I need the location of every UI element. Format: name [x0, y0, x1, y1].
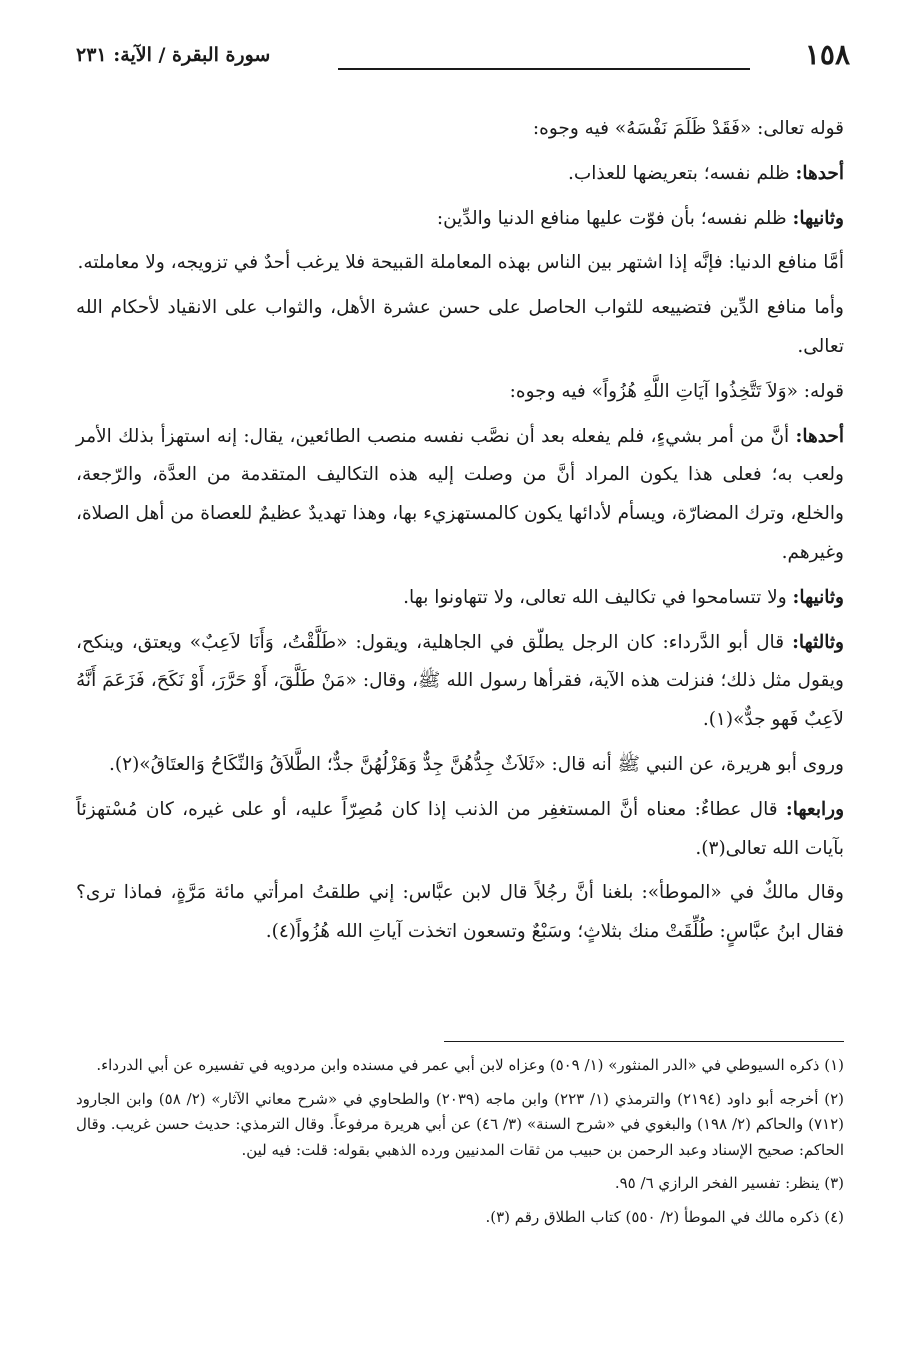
page-number: ١٥٨ [804, 38, 850, 71]
paragraph: أمَّا منافع الدنيا: فإنَّه إذا اشتهر بين الناس بهذه المعاملة القبيحة فلا يرغب أحدٌ في تزويجه، ولا معاملته. [77, 252, 844, 274]
paragraph-text: ظلم نفسه؛ بأن فوّت عليها منافع الدنيا والدِّين: [436, 207, 793, 229]
paragraph: وروى أبو هريرة، عن النبي ﷺ أنه قال: «ثَلاَثٌ جِدُّهُنَّ جِدٌّ وَهَزْلُهُنَّ جدٌّ؛ الطَّلاَقُ وَالنِّكَاحُ وَالعتَاقُ»(٢). [109, 753, 844, 775]
paragraph [76, 791, 844, 869]
paragraph: وقال مالكٌ في «الموطأ»: بلغنا أنَّ رجُلاً قال لابن عبَّاس: إني طلقتُ امرأتي مائة مَرَّةٍ، فماذا ترى؟ فقال ابنُ عبَّاسٍ: طُلِّقَتْ منك بثلاثٍ؛ وسَبْعٌ وتسعون اتخذت آياتِ الله هُزُواً(٤). [76, 882, 844, 943]
footnote: (١) ذكره السيوطي في «الدر المنثور» (١/ ٥٠٩) وعزاه لابن أبي عمر في مسنده وابن مردويه في تفسيره عن أبي الدرداء. [96, 1056, 844, 1074]
paragraph: قوله تعالى: «فَقَدْ ظَلَمَ نَفْسَهُ» فيه وجوه: [532, 118, 844, 139]
paragraph: وأما منافع الدِّين فتضييعه للثواب الحاصل على حسن عشرة الأهل، والثواب على الانقياد لأحكام الله تعالى. [76, 297, 844, 357]
paragraph [76, 579, 844, 618]
paragraph-text: قال عطاءٌ: معناه أنَّ المستغفِر من الذنب إذا كان مُصِرّاً عليه، أو على غيره، كان مُسْتهزئاً بآيات الله تعالى(٣). [76, 798, 844, 859]
footnote: (٢) أخرجه أبو داود (٢١٩٤) والترمذي (١/ ٢٢٣) وابن ماجه (٢٠٣٩) والطحاوي في «شرح معاني الآثار» (٢/ ٥٨) وابن الجارود (٧١٢) والحاكم (٢/ ١٩٨) والبغوي في «شرح السنة» (٣/ ٤٦) عن أبي هريرة مرفوعاً. وقال الترمذي: حديث حسن غريب. وقال الحاكم: صحيح الإسناد وعبد الرحمن بن حبيب من ثقات المدنيين ورده الذهبي بقوله: قلت: فيه لين. [76, 1089, 845, 1159]
paragraph-lead: وثانيها: [792, 586, 844, 608]
paragraph [76, 155, 844, 194]
paragraph-text: قال أبو الدَّرداء: كان الرجل يطلّق في الجاهلية، ويقول: «طَلَّقْتُ، وَأَنَا لاَعِبٌ» ويعتق، وينكح، ويقول مثل ذلك؛ فنزلت هذه الآية، فقرأها رسول الله ﷺ، وقال: «مَنْ طَلَّقَ، أَوْ حَرَّرَ، أَوْ نَكَحَ، فَزَعَمَ أَنَّهُ لاَعِبٌ فَهو جدٌّ»(١). [76, 631, 844, 731]
page-header [76, 30, 850, 80]
paragraph [76, 200, 844, 239]
footnote-separator [444, 1041, 844, 1042]
paragraph-text: ولا تتسامحوا في تكاليف الله تعالى، ولا تتهاونوا بها. [403, 586, 793, 608]
paragraph-text: ظلم نفسه؛ بتعريضها للعذاب. [567, 162, 796, 184]
main-text [76, 110, 844, 958]
footnote: (٣) ينظر: تفسير الفخر الرازي ٦/ ٩٥. [614, 1174, 844, 1192]
running-title: سورة البقرة / الآية: ٢٣١ [76, 44, 271, 66]
paragraph-lead: وثالثها: [792, 631, 844, 653]
paragraph [76, 418, 844, 573]
footnotes [76, 1053, 844, 1238]
footnote: (٤) ذكره مالك في الموطأ (٢/ ٥٥٠) كتاب الطلاق رقم (٣). [485, 1207, 844, 1226]
paragraph-lead: أحدها: [795, 425, 844, 447]
paragraph: قوله: «وَلاَ تَتَّخِذُوا آيَاتِ اللَّهِ هُزُواً» فيه وجوه: [509, 380, 844, 402]
paragraph-lead: أحدها: [795, 162, 844, 184]
paragraph-lead: ورابعها: [785, 798, 844, 820]
header-rule [338, 68, 750, 70]
paragraph [76, 624, 844, 740]
paragraph-text: أنَّ من أمر بشيءٍ، فلم يفعله بعد أن نصَّب نفسه منصب الطائعين، يقال: إنه استهزأ بذلك الأمر ولعب به؛ فعلى هذا يكون المراد أنَّ من وصلت إليه هذه التكاليف المتقدمة من العدَّة، والرّجعة، والخلع، وترك المضارّة، ويسأم لأدائها يكون كالمستهزيء بها، وهذا تهديدٌ عظيمٌ للعصاة من أهل الصلاة، وغيرهم. [76, 425, 844, 563]
paragraph-lead: وثانيها: [792, 207, 844, 229]
